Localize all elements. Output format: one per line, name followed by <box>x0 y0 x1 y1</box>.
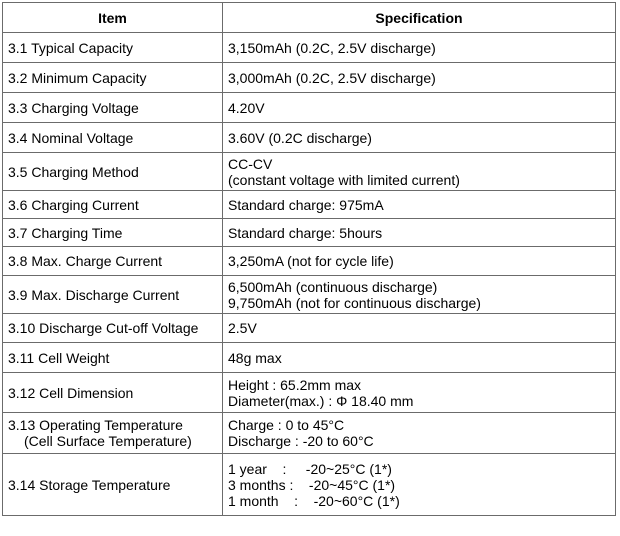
spec-text: Standard charge: 975mA <box>228 196 384 213</box>
spec-cell <box>223 63 616 93</box>
item-cell <box>3 153 223 191</box>
spec-text: 1 month : -20~60°C (1*) <box>228 492 400 509</box>
spec-text: 48g max <box>228 349 282 366</box>
spec-cell <box>223 454 616 516</box>
table-row <box>3 247 616 276</box>
table-row <box>3 153 616 191</box>
spec-text: 3 months : -20~45°C (1*) <box>228 476 396 493</box>
spec-cell <box>223 343 616 373</box>
item-text: 3.11 Cell Weight <box>8 349 110 366</box>
item-cell <box>3 191 223 219</box>
specification-column-header: Specification <box>223 3 616 33</box>
item-cell <box>3 33 223 63</box>
table-row <box>3 33 616 63</box>
spec-cell <box>223 219 616 247</box>
spec-text: Diameter(max.) : Φ 18.40 mm <box>228 392 414 409</box>
table-row <box>3 63 616 93</box>
table-row <box>3 373 616 413</box>
item-column-header: Item <box>3 3 223 33</box>
item-cell <box>3 373 223 413</box>
item-text: 3.1 Typical Capacity <box>8 39 134 56</box>
spec-cell <box>223 247 616 276</box>
spec-text: 6,500mAh (continuous discharge) <box>228 278 438 295</box>
spec-text: 4.20V <box>228 99 265 116</box>
spec-cell <box>223 153 616 191</box>
spec-text: Standard charge: 5hours <box>228 224 383 241</box>
spec-cell <box>223 373 616 413</box>
item-text: 3.12 Cell Dimension <box>8 384 134 401</box>
spec-text: 3.60V (0.2C discharge) <box>228 129 372 146</box>
item-cell <box>3 413 223 454</box>
spec-cell <box>223 33 616 63</box>
item-cell <box>3 219 223 247</box>
table-row <box>3 454 616 516</box>
item-text: 3.4 Nominal Voltage <box>8 129 134 146</box>
table-row <box>3 276 616 314</box>
item-text: 3.8 Max. Charge Current <box>8 253 163 269</box>
spec-text: CC-CV <box>228 155 273 172</box>
item-text: 3.9 Max. Discharge Current <box>8 286 180 303</box>
item-text: 3.5 Charging Method <box>8 163 139 180</box>
spec-cell <box>223 123 616 153</box>
spec-text: 3,150mAh (0.2C, 2.5V discharge) <box>228 39 436 56</box>
spec-text: Height : 65.2mm max <box>228 376 362 393</box>
spec-text: 9,750mAh (not for continuous discharge) <box>228 294 481 311</box>
spec-text: Discharge : -20 to 60°C <box>228 433 374 449</box>
item-subtext: (Cell Surface Temperature) <box>24 433 192 449</box>
item-cell <box>3 343 223 373</box>
item-text: 3.7 Charging Time <box>8 224 123 241</box>
spec-cell <box>223 276 616 314</box>
item-cell <box>3 93 223 123</box>
spec-cell <box>223 413 616 454</box>
item-cell <box>3 314 223 343</box>
item-text: 3.3 Charging Voltage <box>8 99 139 116</box>
table-row <box>3 219 616 247</box>
spec-text: 1 year : -20~25°C (1*) <box>228 460 392 477</box>
spec-cell <box>223 191 616 219</box>
table-header-row <box>3 3 616 33</box>
table-row <box>3 343 616 373</box>
table-row <box>3 93 616 123</box>
spec-text: (constant voltage with limited current) <box>228 171 460 188</box>
item-text: 3.13 Operating Temperature <box>8 417 183 433</box>
table-row <box>3 123 616 153</box>
spec-text: 2.5V <box>228 320 257 336</box>
item-cell <box>3 454 223 516</box>
item-cell <box>3 247 223 276</box>
spec-text: 3,250mA (not for cycle life) <box>228 253 394 269</box>
specification-table <box>2 2 616 516</box>
spec-cell <box>223 314 616 343</box>
item-cell <box>3 276 223 314</box>
item-text: 3.2 Minimum Capacity <box>8 69 147 86</box>
item-cell <box>3 123 223 153</box>
spec-cell <box>223 93 616 123</box>
item-text: 3.14 Storage Temperature <box>8 476 171 493</box>
table-row <box>3 413 616 454</box>
spec-text: Charge : 0 to 45°C <box>228 417 345 433</box>
item-cell <box>3 63 223 93</box>
spec-text: 3,000mAh (0.2C, 2.5V discharge) <box>228 69 436 86</box>
table-row <box>3 314 616 343</box>
table-row <box>3 191 616 219</box>
item-text: 3.10 Discharge Cut-off Voltage <box>8 320 199 336</box>
item-text: 3.6 Charging Current <box>8 196 139 213</box>
